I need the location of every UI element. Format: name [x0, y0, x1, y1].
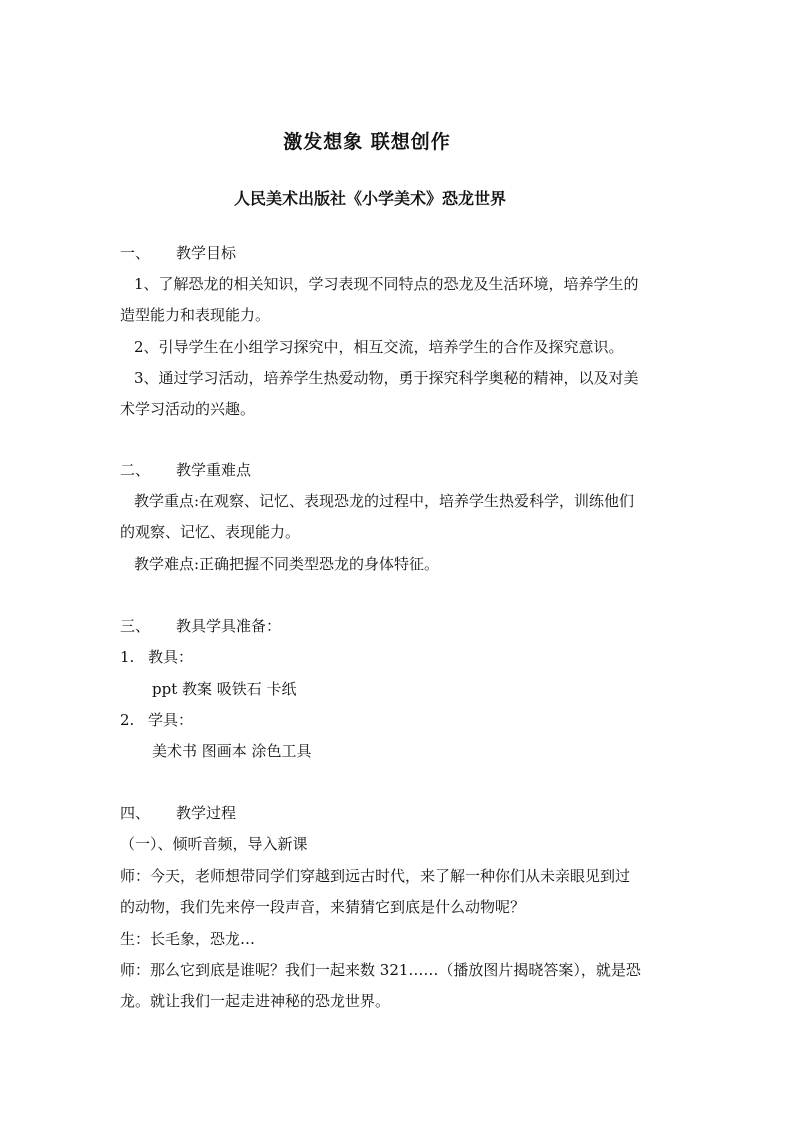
paragraph-line: 造型能力和表现能力。 — [120, 306, 271, 324]
dialogue-line: 生：长毛象，恐龙… — [120, 930, 256, 948]
list-number: 1. — [120, 648, 135, 666]
paragraph-line: 的观察、记忆、表现能力。 — [120, 523, 301, 541]
section-title: 教学目标 — [176, 244, 237, 262]
section-number: 二、 — [120, 461, 151, 479]
section-heading-3 — [120, 616, 680, 636]
list-content: 美术书 图画本 涂色工具 — [152, 742, 312, 760]
dialogue-line: 师：今天，老师想带同学们穿越到远古时代，来了解一种你们从未亲眼见到过 — [120, 867, 631, 885]
section-title: 教学重难点 — [176, 461, 252, 479]
dialogue-line: 的动物，我们先来停一段声音，来猜猜它到底是什么动物呢？ — [120, 898, 526, 916]
paragraph-line: 1、了解恐龙的相关知识，学习表现不同特点的恐龙及生活环境，培养学生的 — [134, 275, 639, 293]
document-subtitle: 人民美术出版社《小学美术》恐龙世界 — [233, 189, 506, 208]
section-heading-1 — [120, 243, 680, 263]
list-number: 2. — [120, 711, 135, 729]
list-label: 学具： — [148, 711, 194, 729]
section-number: 三、 — [120, 617, 151, 635]
list-content: ppt 教案 吸铁石 卡纸 — [152, 680, 297, 698]
step-heading: （一）、倾听音频，导入新课 — [120, 835, 308, 853]
section-number: 一、 — [120, 244, 151, 262]
paragraph-line: 2、引导学生在小组学习探究中，相互交流，培养学生的合作及探究意识。 — [134, 338, 624, 356]
section-number: 四、 — [120, 804, 151, 822]
section-title: 教学过程 — [176, 804, 237, 822]
section-heading-4 — [120, 803, 680, 823]
section-title: 教具学具准备： — [176, 617, 282, 635]
paragraph-line: 教学重点:在观察、记忆、表现恐龙的过程中，培养学生热爱科学，训练他们 — [134, 492, 635, 510]
document-title: 激发想象 联想创作 — [283, 131, 451, 153]
dialogue-line: 龙。就让我们一起走进神秘的恐龙世界。 — [120, 992, 391, 1010]
paragraph-line: 教学难点:正确把握不同类型恐龙的身体特征。 — [134, 555, 440, 573]
list-item — [120, 710, 680, 730]
dialogue-line: 师：那么它到底是谁呢？我们一起来数 321……（播放图片揭晓答案），就是恐 — [120, 961, 641, 979]
list-item — [120, 647, 680, 667]
paragraph-line: 术学习活动的兴趣。 — [120, 400, 256, 418]
list-label: 教具： — [148, 648, 194, 666]
section-heading-2 — [120, 460, 680, 480]
paragraph-line: 3、通过学习活动，培养学生热爱动物，勇于探究科学奥秘的精神，以及对美 — [134, 369, 639, 387]
